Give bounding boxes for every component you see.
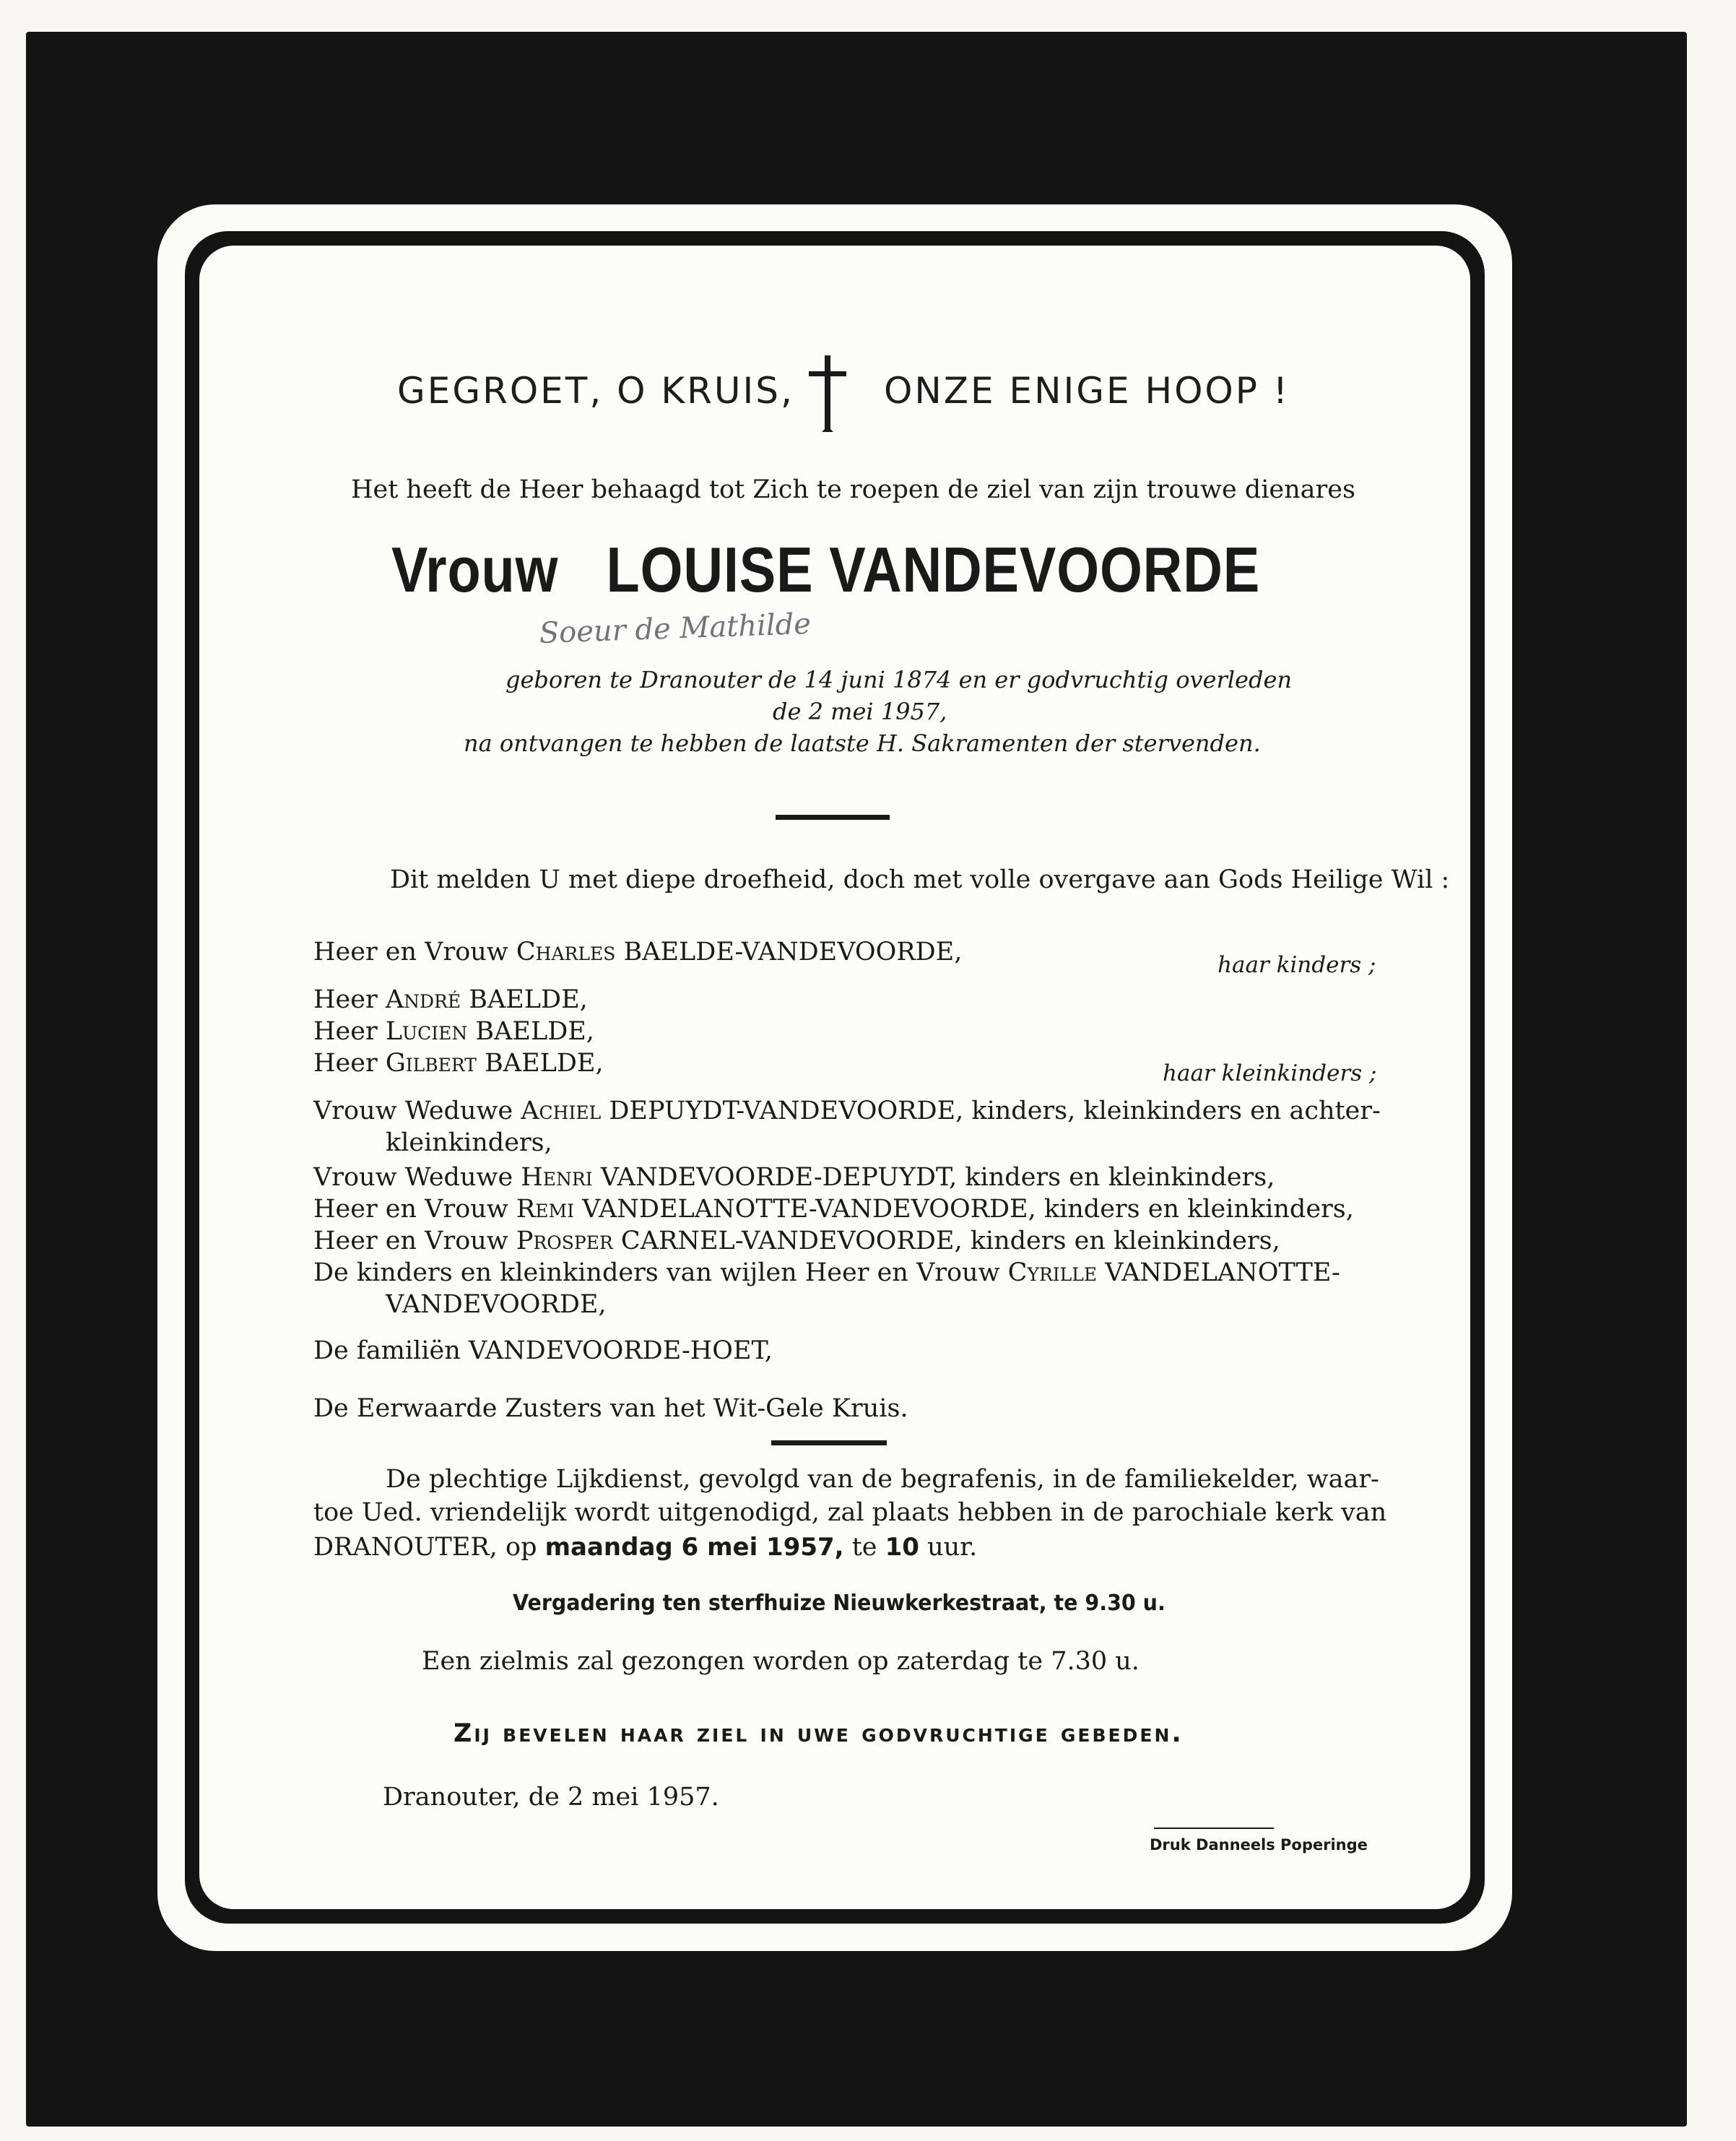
- motto-left: GEGROET, O KRUIS,: [397, 370, 794, 412]
- funeral-line2: toe Ued. vriendelijk wordt uitgenodigd, zal plaats hebben in de parochiale kerk van: [313, 1498, 1387, 1527]
- grandchild-line: Heer Lucien BAELDE,: [313, 1017, 594, 1046]
- announcement-text: Dit melden U met diepe droefheid, doch met volle overgave aan Gods Heilige Wil :: [390, 865, 1450, 894]
- mass-line: Een zielmis zal gezongen worden op zaterdag te 7.30 u.: [422, 1647, 1140, 1676]
- deceased-name: [391, 533, 1260, 607]
- divider-rule: [771, 1440, 887, 1445]
- motto-right: ONZE ENIGE HOOP !: [884, 370, 1290, 412]
- grandchild-line: Heer Gilbert BAELDE,: [313, 1049, 604, 1078]
- latin-cross-icon: [807, 354, 848, 433]
- name-prefix: Vrouw: [391, 534, 559, 605]
- birth-death-line1: geboren te Dranouter de 14 juni 1874 en er godvruchtig overleden: [505, 666, 1292, 693]
- funeral-line1: De plechtige Lijkdienst, gevolgd van de begrafenis, in de familiekelder, waar-: [386, 1465, 1379, 1494]
- relative-line: VANDEVOORDE,: [386, 1290, 607, 1319]
- printer-credit: Druk Danneels Poperinge: [1150, 1836, 1368, 1854]
- printer-rule: [1154, 1828, 1274, 1829]
- dateline: Dranouter, de 2 mei 1957.: [383, 1783, 719, 1812]
- gathering-line: Vergadering ten sterfhuize Nieuwkerkestraat, te 9.30 u.: [513, 1591, 1166, 1616]
- children-label: haar kinders ;: [1218, 952, 1376, 978]
- grandchild-line: Heer André BAELDE,: [313, 985, 588, 1014]
- relative-line: Vrouw Weduwe Achiel DEPUYDT-VANDEVOORDE, kinders, kleinkinders en achter-: [313, 1097, 1381, 1125]
- handwritten-note: Soeur de Mathilde: [539, 607, 812, 650]
- prayer-line: Zij bevelen haar ziel in uwe godvruchtige gebeden.: [453, 1719, 1184, 1748]
- relative-line: kleinkinders,: [386, 1128, 552, 1157]
- death-notice-card: [199, 246, 1470, 1909]
- relative-line: Heer en Vrouw Prosper CARNEL-VANDEVOORDE, kinders en kleinkinders,: [313, 1227, 1280, 1255]
- name-main: LOUISE VANDEVOORDE: [606, 534, 1261, 605]
- sisters-line: De Eerwaarde Zusters van het Wit-Gele Kruis.: [313, 1394, 908, 1423]
- birth-death-line3: na ontvangen te hebben de laatste H. Sakramenten der stervenden.: [464, 730, 1261, 757]
- relative-line: Heer en Vrouw Remi VANDELANOTTE-VANDEVOORDE, kinders en kleinkinders,: [313, 1195, 1354, 1224]
- intro-text: Het heeft de Heer behaagd tot Zich te roepen de ziel van zijn trouwe dienares: [351, 475, 1355, 504]
- relative-line: De kinders en kleinkinders van wijlen Heer en Vrouw Cyrille VANDELANOTTE-: [313, 1258, 1340, 1287]
- birth-death-line2: de 2 mei 1957,: [773, 698, 947, 725]
- funeral-line3: DRANOUTER, op maandag 6 mei 1957, te 10 uur.: [313, 1533, 978, 1562]
- grandchildren-label: haar kleinkinders ;: [1163, 1060, 1377, 1086]
- relative-line: Vrouw Weduwe Henri VANDEVOORDE-DEPUYDT, kinders en kleinkinders,: [313, 1163, 1275, 1192]
- families-line: De familiën VANDEVOORDE-HOET,: [313, 1336, 773, 1365]
- divider-rule: [776, 815, 890, 820]
- children-line: Heer en Vrouw Charles BAELDE-VANDEVOORDE,: [313, 938, 963, 966]
